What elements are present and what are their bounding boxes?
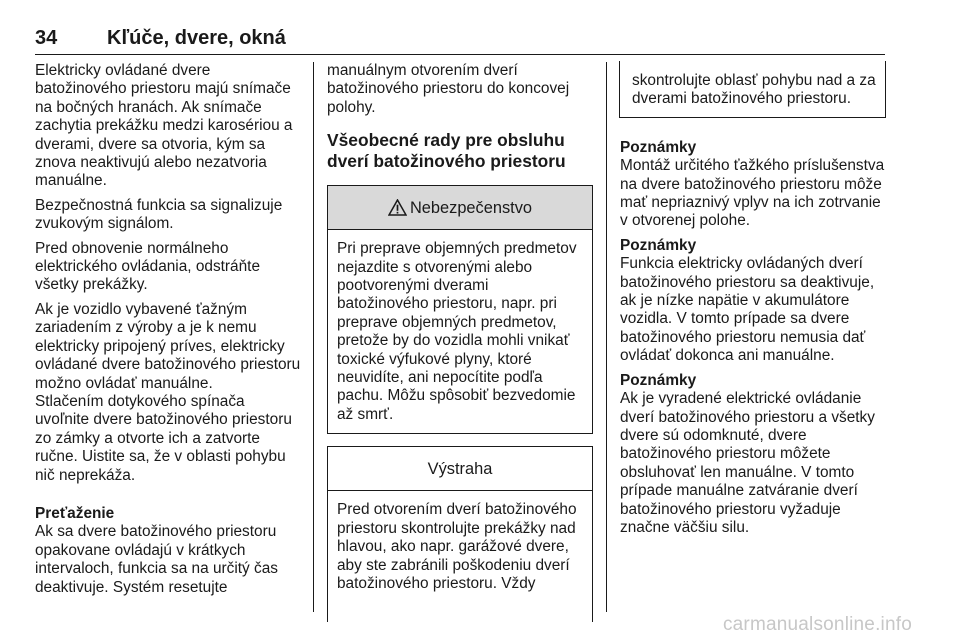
column-1 [35,62,301,603]
overload-heading: Preťaženie [35,504,115,522]
paragraph-manual-open: manuálnym otvorením dverí batožinového priestoru do koncovej polohy. [327,62,570,116]
paragraph-signal: Bezpečnostná funkcia sa signalizuje zvukovým signálom. [35,196,283,233]
danger-box-header [328,186,592,230]
warning-box-continued [619,61,886,118]
column-divider-1 [313,62,314,612]
warning-box-text: Pred otvorením dverí batožinového priestoru skontrolujte prekážky nad hlavou, ako napr. garážové dvere, aby ste zabránili poškodeniu dverí batožinového priestoru. Vždy [337,501,577,592]
note-text: Funkcia elektricky ovládaných dverí batožinového priestoru sa deaktivuje, ak je nízke napätie v akumulátore vozidla. V tomto prípade sa dvere batožinového priestoru nemusia dať ovládať dokonca ani manuálne. [620,255,875,365]
note-title: Poznámky [620,236,697,254]
paragraph-overload: Ak sa dvere batožinového priestoru opakovane ovládajú v krátkych intervaloch, funkcia sa na určitý čas deaktivuje. Systém resetujte [35,523,278,596]
danger-box [327,185,593,434]
column-2 [327,62,593,622]
note-title: Poznámky [620,138,697,156]
danger-box-title: Nebezpečenstvo [409,198,533,217]
note-accessories [620,139,886,231]
note-title: Poznámky [620,371,697,389]
note-text: Ak je vyradené elektrické ovládanie dverí batožinového priestoru a všetky dvere sú odomknuté, dvere batožinového priestoru môžete obsluhovať len manuálne. V tomto prípade manuálne zatváranie dverí batožinového priestoru vyžaduje značne väčšiu silu. [620,390,875,536]
warning-box-header [328,447,592,491]
warning-box [327,446,593,622]
warning-box-continued-text: skontrolujte oblasť pohybu nad a za dverami batožinového priestoru. [632,72,876,108]
note-manual-operation [620,372,886,538]
paragraph-sensors: Elektricky ovládané dvere batožinového priestoru majú snímače na bočných hranách. Ak snímače zachytia prekážku medzi karosériou a dverami, dvere sa otvoria, kým sa znova neaktivujú alebo nezatvoria manuálne. [35,62,293,190]
note-low-voltage [620,237,886,366]
column-3 [620,62,886,543]
page-number: 34 [35,27,58,49]
column-divider-2 [606,62,607,612]
note-text: Montáž určitého ťažkého príslušenstva na dvere batožinového priestoru môže mať nepriaznivý vplyv na ich zotrvanie v otvorenej polohe. [620,157,885,230]
watermark: carmanualsonline.info [722,614,912,635]
page-header [35,24,885,55]
danger-box-text: Pri preprave objemných predmetov nejazdite s otvorenými alebo pootvorenými dverami batožinového priestoru, napr. pri preprave objemných predmetov, pretože by do vozidla mohli vnikať toxické výfukové plyny, ktoré neuvidíte, ani nepocítite podľa pachu. Môžu spôsobiť bezvedomie až smrť. [337,240,577,423]
paragraph-trailer: Ak je vozidlo vybavené ťažným zariadením z výroby a je k nemu elektricky pripojený príves, elektricky ovládané dvere batožinového priestoru možno ovládať manuálne. [35,300,301,392]
paragraph-restore: Pred obnovenie normálneho elektrického ovládania, odstráňte všetky prekážky. [35,239,261,294]
warning-box-title: Výstraha [427,459,493,478]
section-heading: Všeobecné rady pre obsluhu dverí batožinového priestoru [327,130,566,172]
warning-triangle-icon [388,199,407,216]
page-title: Kľúče, dvere, okná [107,27,286,49]
paragraph-touch-switch: Stlačením dotykového spínača uvoľnite dvere batožinového priestoru zo zámky a otvorte ich a zatvorte ručne. Uistite sa, že v oblasti pohybu nič neprekáža. [35,392,292,484]
